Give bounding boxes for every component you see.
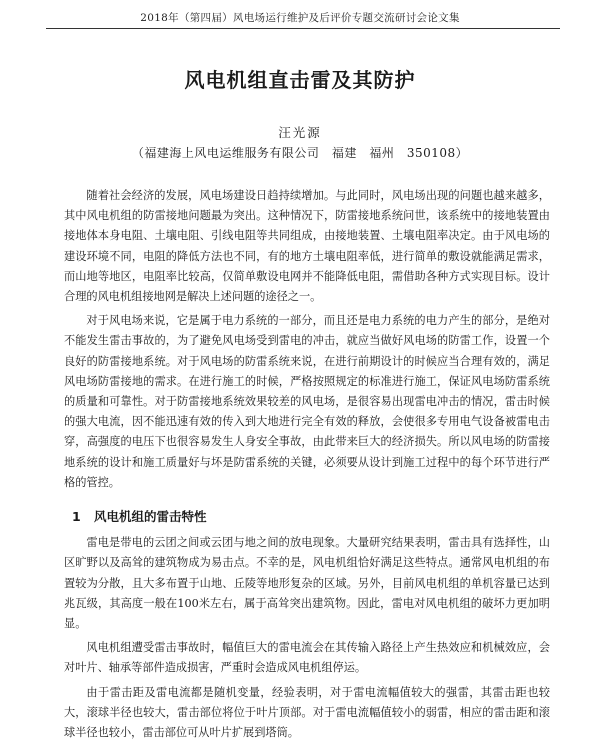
body-text — [64, 186, 550, 743]
running-header: 2018年（第四届）风电场运行维护及后评价专题交流研讨会论文集 — [140, 12, 460, 24]
section-number: 1 — [72, 509, 81, 525]
intro-paragraph-1: 随着社会经济的发展，风电场建设日趋持续增加。与此同时，风电场出现的问题也越来越多，其中风电机组的防雷接地问题最为突出。这种情况下，防雷接地系统问世，该系统中的接地装置由接地体本身电阻、土壤电阻、引线电阻等共同组成，由接地装置、土壤电阻率决定。由于风电场的建设环境不同，电阻的降低方法也不同，有的地方土壤电阻率低，进行简单的敷设就能满足需求，而山地等地区，电阻率比较高，仅简单敷设电网并不能降低电阻，需借助各种方式实现目标。设计合理的风电机组接地网是解决上述问题的途径之一。 — [64, 189, 550, 304]
section-heading — [64, 507, 550, 527]
paper-title: 风电机组直击雷及其防护 — [184, 68, 416, 92]
section-title: 风电机组的雷击特性 — [94, 509, 207, 525]
section-paragraph-3: 由于雷击距及雷电流都是随机变量，经验表明，对于雷电流幅值较大的强雷，其雷击距也较大，滚球半径也较大，雷击部位将位于叶片顶部。对于雷电流幅值较小的弱雷，相应的雷击距和滚球半径也较小，雷击部位可从叶片扩展到塔筒。 — [64, 685, 550, 740]
header-rule — [46, 28, 560, 29]
intro-paragraph-2: 对于风电场来说，它是属于电力系统的一部分，而且还是电力系统的电力产生的部分，是绝对不能发生雷击事故的，为了避免风电场受到雷电的冲击，就应当做好风电场的防雷工作，设置一个良好的防雷接地系统。对于风电场的防雷系统来说，在进行前期设计的时候应当合理有效的，满足风电场防雷接地的需求。在进行施工的时候，严格按照规定的标准进行施工，保证风电场防雷系统的质量和可靠性。对于防雷接地系统效果较差的风电场，是很容易出现雷电冲击的情况，雷击时候的强大电流，因不能迅速有效的传入到大地进行完全有效的释放，会使很多专用电气设备被雷电击穿，高强度的电压下也很容易发生人身安全事故，由此带来巨大的经济损失。所以风电场的防雷接地系统的设计和施工质量好与坏是防雷系统的关键，必须要从设计到施工过程中的每个环节进行严格的管控。 — [64, 314, 550, 489]
author-affiliation: （福建海上风电运维服务有限公司 福建 福州 350108） — [131, 146, 469, 160]
section-paragraph-1: 雷电是带电的云团之间或云团与地之间的放电现象。大量研究结果表明，雷击具有选择性，山区旷野以及高耸的建筑物成为易击点。不幸的是，风电机组恰好满足这些特点。通常风电机组的布置较为分散，且大多布置于山地、丘陵等地形复杂的区域。另外，目前风电机组的单机容量已达到兆瓦级，其高度一般在100米左右，属于高耸突出建筑物。因此，雷电对风电机组的破坏力更加明显。 — [64, 536, 550, 631]
author-name: 汪光源 — [278, 125, 322, 140]
section-paragraph-2: 风电机组遭受雷击事故时，幅值巨大的雷电流会在其传输入路径上产生热效应和机械效应，会对叶片、轴承等部件造成损害，严重时会造成风电机组停运。 — [64, 641, 550, 675]
